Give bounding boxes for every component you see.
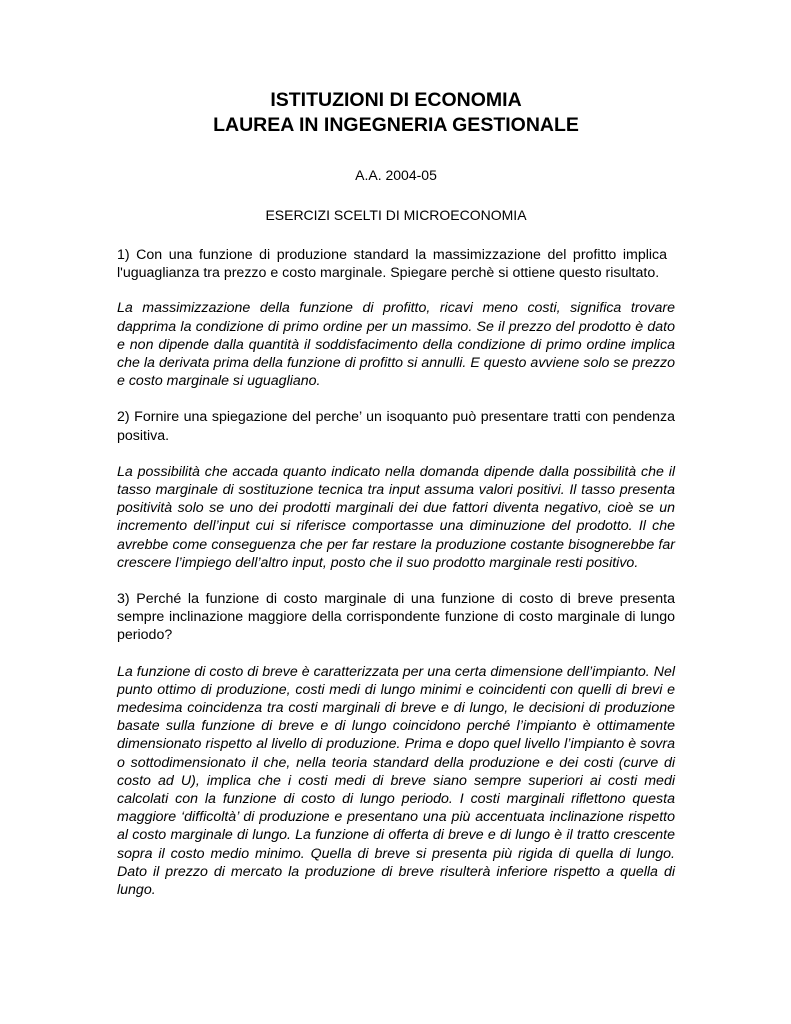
- document-page: [117, 88, 675, 899]
- document-subtitle: ESERCIZI SCELTI DI MICROECONOMIA: [265, 207, 527, 223]
- exercise-3-answer: La funzione di costo di breve è caratterizzata per una certa dimensione dell’impianto. Nel punto ottimo di produzione, costi medi di lungo minimi e coincidenti con quelli di brevi e medesima coincidenza tra costi marginali di breve e di lungo, le decisioni di produzione basate sulla funzione di breve e di lungo coincidono perché l’impianto è ottimamente dimensionato rispetto al livello di produzione. Prima e dopo quel livello l’impianto è sovra o sottodimensionato il che, nella teoria standard della produzione e dei costi (curve di costo ad U), implica che i costi medi di breve siano sempre superiori ai costi medi calcolati con la funzione di costo di lungo periodo. I costi marginali riflettono questa maggiore ‘difficoltà’ di produzione e presentano una più accentuata inclinazione rispetto al costo marginale di lungo. La funzione di offerta di breve e di lungo è il tratto crescente sopra il costo medio minimo. Quella di breve si presenta più rigida di quella di lungo. Dato il prezzo di mercato la produzione di breve risulterà inferiore rispetto a quella di lungo.: [117, 663, 675, 899]
- exercise-3-question: 3) Perché la funzione di costo marginale di una funzione di costo di breve presenta sempre inclinazione maggiore della corrispondente funzione di costo marginale di lungo periodo?: [117, 591, 675, 644]
- exercise-2-question: 2) Fornire una spiegazione del perche’ un isoquanto può presentare tratti con pendenza positiva.: [117, 409, 675, 444]
- document-title-line-1: ISTITUZIONI DI ECONOMIA: [270, 89, 522, 111]
- exercise-1-question: 1) Con una funzione di produzione standard la massimizzazione del profitto implica l'uguaglianza tra prezzo e costo marginale. Spiegare perchè si ottiene questo risultato.: [117, 247, 667, 282]
- exercise-2-answer: La possibilità che accada quanto indicato nella domanda dipende dalla possibilità che il tasso marginale di sostituzione tecnica tra input assuma valori positivi. Il tasso presenta positività solo se uno dei prodotti marginali dei due fattori diventa negativo, cioè se un incremento dell’input cui si riferisce comportasse una diminuzione del prodotto. Il che avrebbe come conseguenza che per far restare la produzione costante bisognerebbe far crescere l’impiego dell’altro input, posto che il suo prodotto marginale resti positivo.: [117, 463, 675, 571]
- exercise-1-answer: La massimizzazione della funzione di profitto, ricavi meno costi, significa trovare dapprima la condizione di primo ordine per un massimo. Se il prezzo del prodotto è dato e non dipende dalla quantità il soddisfacimento della condizione di primo ordine implica che la derivata prima della funzione di profitto si annulli. E questo avviene solo se prezzo e costo marginale si uguagliano.: [117, 300, 675, 390]
- academic-year: A.A. 2004-05: [355, 167, 437, 183]
- document-title-line-2: LAUREA IN INGEGNERIA GESTIONALE: [213, 114, 579, 136]
